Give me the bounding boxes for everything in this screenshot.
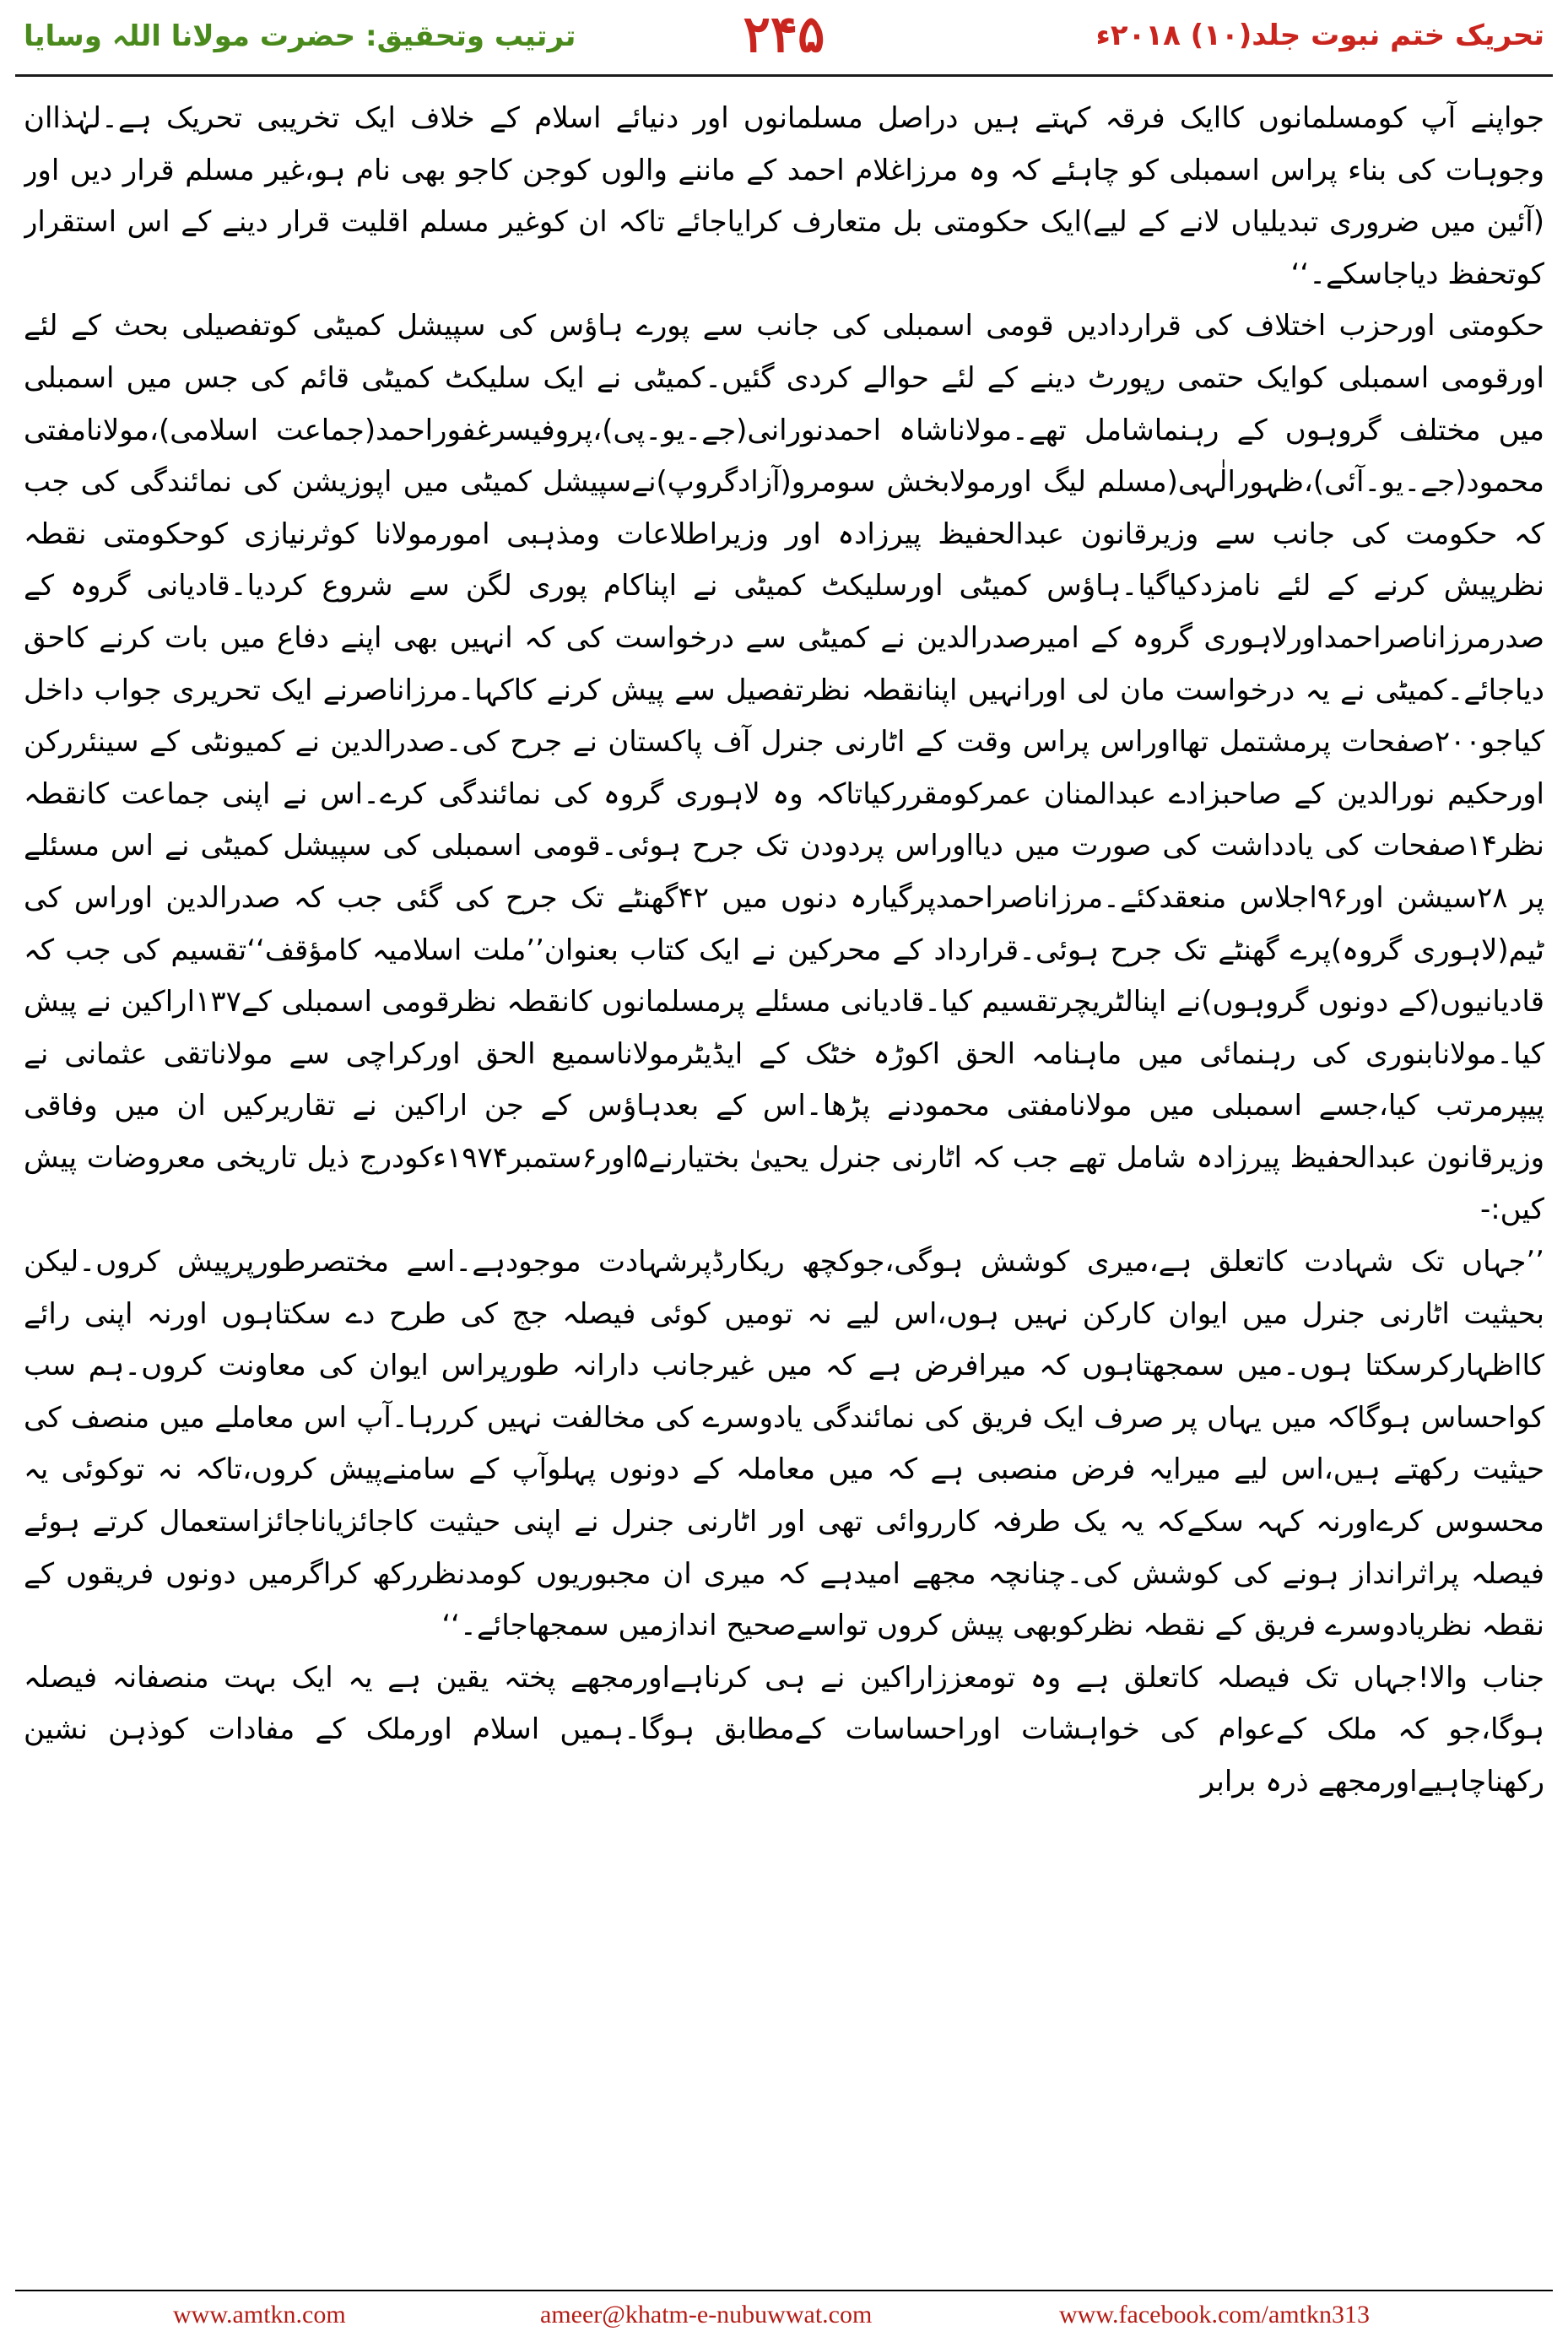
page-header xyxy=(0,0,1568,76)
paragraph: جناب والا!جہاں تک فیصلہ کاتعلق ہے وہ تومعززاراکین نے ہی کرناہےاورمجھے پختہ یقین ہے یہ ایک بہت منصفانہ فیصلہ ہوگا،جو کہ ملک کےعوام کی خواہشات اوراحساسات کےمطابق ہوگا۔ہمیں اسلام اورملک کے مفادات کوذہن نشین رکھناچاہیےاورمجھے ذرہ برابر xyxy=(24,1660,1544,1798)
website-link[interactable]: www.amtkn.com xyxy=(173,2301,346,2328)
page-number: ۲۴۵ xyxy=(743,5,825,64)
header-divider xyxy=(15,74,1553,77)
book-title: تحریک ختم نبوت جلد(۱۰) ۲۰۱۸ء xyxy=(1095,19,1544,52)
paragraph: ’’جہاں تک شہادت کاتعلق ہے،میری کوشش ہوگی،جوکچھ ریکارڈپرشہادت موجودہے۔اسے مختصرطورپرپیش کروں۔لیکن بحیثیت اٹارنی جنرل میں ایوان کارکن نہیں ہوں،اس لیے نہ تومیں کوئی فیصلہ جج کی طرح دے سکتاہوں اورنہ اپنی رائے کااظہارکرسکتا ہوں۔میں سمجھتاہوں کہ میرافرض ہے کہ میں غیرجانب دارانہ طورپراس ایوان کی معاونت کروں۔ہم سب کواحساس ہوگاکہ میں یہاں پر صرف ایک فریق کی نمائندگی یادوسرے کی مخالفت نہیں کررہا۔آپ اس معاملے میں منصف کی حیثیت رکھتے ہیں،اس لیے میرایہ فرض منصبی ہے کہ میں معاملہ کے دونوں پہلوآپ کے سامنےپیش کروں،تاکہ نہ توکوئی یہ محسوس کرےاورنہ کہہ سکےکہ یہ یک طرفہ کارروائی تھی اور اٹارنی جنرل نے اپنی حیثیت کاجائزیاناجائزاستعمال کرتے ہوئے فیصلہ پراثرانداز ہونے کی کوشش کی۔چنانچہ مجھے امیدہے کہ میری ان مجبوریوں کومدنظررکھ کراگرمیں دونوں فریقوں کے نقطہ نظریادوسرے فریق کے نقطہ نظرکوبھی پیش کروں تواسےصحیح اندازمیں سمجھاجائے۔‘‘ xyxy=(24,1245,1544,1643)
page-footer xyxy=(0,2297,1568,2338)
paragraph: جواپنے آپ کومسلمانوں کاایک فرقہ کہتے ہیں دراصل مسلمانوں اور دنیائے اسلام کے خلاف ایک تخریبی تحریک ہے۔لہٰذاان وجوہات کی بناء پراس اسمبلی کو چاہئے کہ وہ مرزاغلام احمد کے ماننے والوں کوجن کاجو بھی نام ہو،غیر مسلم قرار دیں اور (آئین میں ضروری تبدیلیاں لانے کے لیے)ایک حکومتی بل متعارف کرایاجائے تاکہ ان کوغیر مسلم اقلیت قرار دینے کے اس استقرار کوتحفظ دیاجاسکے۔‘‘ xyxy=(24,101,1544,291)
paragraph: حکومتی اورحزب اختلاف کی قراردادیں قومی اسمبلی کی جانب سے پورے ہاؤس کی سپیشل کمیٹی کوتفصیلی بحث کے لئے اورقومی اسمبلی کوایک حتمی رپورٹ دینے کے لئے حوالے کردی گئیں۔کمیٹی نے ایک سلیکٹ کمیٹی قائم کی جس میں اسمبلی میں مختلف گروہوں کے رہنماشامل تھے۔مولاناشاہ احمدنورانی(جے۔یو۔پی)،پروفیسرغفوراحمد(جماعت اسلامی)،مولانامفتی محمود(جے۔یو۔آئی)،ظہورالٰہی(مسلم لیگ اورمولابخش سومرو(آزادگروپ)نےسپیشل کمیٹی میں اپوزیشن کی نمائندگی کی جب کہ حکومت کی جانب سے وزیرقانون عبدالحفیظ پیرزادہ اور وزیراطلاعات ومذہبی امورمولانا کوثرنیازی کوحکومتی نقطہ نظرپیش کرنے کے لئے نامزدکیاگیا۔ہاؤس کمیٹی اورسلیکٹ کمیٹی نے اپناکام پوری لگن سے شروع کردیا۔قادیانی گروہ کے صدرمرزاناصراحمداورلاہوری گروہ کے امیرصدرالدین نے کمیٹی سے درخواست کی کہ انہیں بھی اپنے دفاع میں بات کرنے کاحق دیاجائے۔کمیٹی نے یہ درخواست مان لی اورانہیں اپنانقطہ نظرتفصیل سے پیش کرنے کاکہا۔مرزاناصرنے ایک تحریری جواب داخل کیاجو۲۰۰صفحات پرمشتمل تھااوراس پراس وقت کے اٹارنی جنرل آف پاکستان نے جرح کی۔صدرالدین نے کمیونٹی کے سینئررکن اورحکیم نورالدین کے صاحبزادے عبدالمنان عمرکومقررکیاتاکہ وہ لاہوری گروہ کی نمائندگی کرے۔اس نے اپنی جماعت کانقطہ نظر۱۴صفحات کی یادداشت کی صورت میں دیااوراس پردودن تک جرح ہوئی۔قومی اسمبلی کی سپیشل کمیٹی نے اس مسئلے پر ۲۸سیشن اور۹۶اجلاس منعقدکئے۔مرزاناصراحمدپرگیارہ دنوں میں ۴۲گھنٹے تک جرح کی گئی جب کہ صدرالدین اوراس کی ٹیم(لاہوری گروہ)پرے گھنٹے تک جرح ہوئی۔قرارداد کے محرکین نے ایک کتاب بعنوان’’ملت اسلامیہ کامؤقف‘‘تقسیم کی جب کہ قادیانیوں(کے دونوں گروہوں)نے اپنالٹریچرتقسیم کیا۔قادیانی مسئلے پرمسلمانوں کانقطہ نظرقومی اسمبلی کے۱۳۷اراکین نے پیش کیا۔مولانابنوری کی رہنمائی میں ماہنامہ الحق اکوڑہ خٹک کے ایڈیٹرمولاناسمیع الحق اورکراچی سے مولاناتقی عثمانی نے پیپرمرتب کیا،جسے اسمبلی میں مولانامفتی محمودنے پڑھا۔اس کے بعدہاؤس کے جن اراکین نے تقاریرکیں ان میں وفاقی وزیرقانون عبدالحفیظ پیرزادہ شامل تھے جب کہ اٹارنی جنرل یحییٰ بختیارنے۵اور۶ستمبر۱۹۷۴ءکودرج ذیل تاریخی معروضات پیش کیں:- xyxy=(24,309,1544,1227)
compiler-credit: ترتیب وتحقیق: حضرت مولانا اللہ وسایا xyxy=(24,19,576,53)
facebook-link[interactable]: www.facebook.com/amtkn313 xyxy=(1059,2301,1370,2328)
email-link[interactable]: ameer@khatm-e-nubuwwat.com xyxy=(540,2301,873,2328)
page-body xyxy=(24,93,1544,2253)
footer-divider xyxy=(15,2290,1553,2291)
